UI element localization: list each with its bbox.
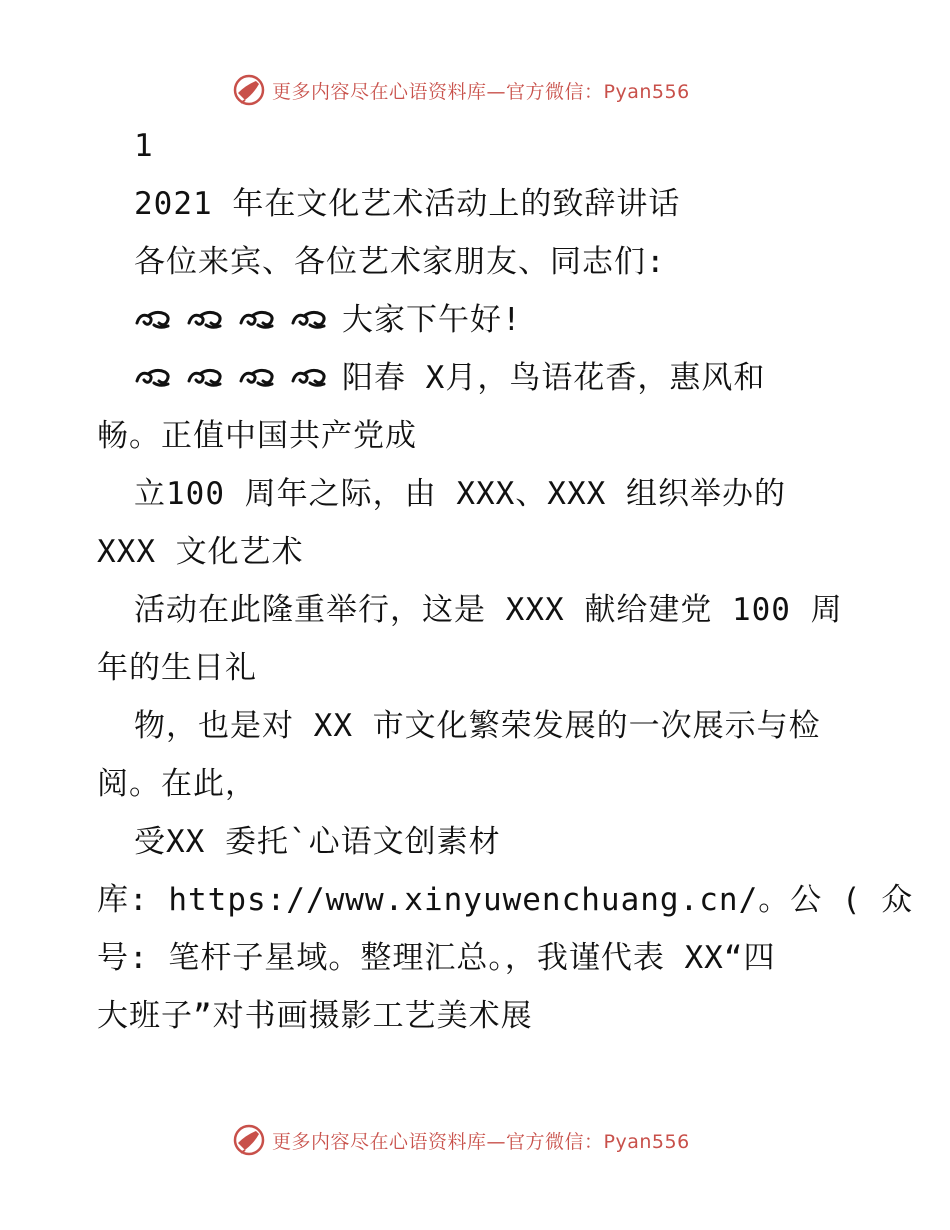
paragraph-line: 立100 周年之际，由 XXX、XXX 组织举办的: [134, 476, 786, 512]
paragraph-line: 大班子”对书画摄影工艺美术展: [97, 998, 533, 1034]
paragraph-line: 阅。在此，: [97, 766, 257, 802]
fleuron-ornament-icon: [134, 307, 172, 333]
paragraph-line: 号: 笔杆子星域。整理汇总。，我谨代表 XX“四: [97, 940, 776, 976]
pen-nib-logo-icon: [232, 73, 266, 107]
watermark-text: 更多内容尽在心语资料库—官方微信：Pyan556: [272, 1130, 690, 1153]
fleuron-ornament-icon: [186, 365, 224, 391]
watermark-text: 更多内容尽在心语资料库—官方微信：Pyan556: [272, 80, 690, 103]
greeting-text: 大家下午好!: [342, 302, 522, 338]
paragraph-line: 年的生日礼: [97, 650, 257, 686]
paragraph-line: XXX 文化艺术: [97, 534, 304, 570]
paragraph-line: 畅。正值中国共产党成: [97, 418, 417, 454]
paragraph-line: [134, 358, 765, 398]
document-title: 2021 年在文化艺术活动上的致辞讲话: [134, 186, 681, 222]
greeting-line: [134, 300, 522, 340]
salutation: 各位来宾、各位艺术家朋友、同志们:: [134, 244, 666, 280]
paragraph-line: 受XX 委托`心语文创素材: [134, 824, 501, 860]
fleuron-ornament-icon: [290, 307, 328, 333]
pen-nib-logo-icon: [232, 1123, 266, 1157]
paragraph-line: 物，也是对 XX 市文化繁荣发展的一次展示与检: [134, 708, 821, 744]
fleuron-ornament-icon: [238, 365, 276, 391]
fleuron-ornament-icon: [186, 307, 224, 333]
paragraph-text: 阳春 X月，鸟语花香，惠风和: [342, 360, 766, 396]
page-number: 1: [134, 128, 154, 164]
fleuron-ornament-icon: [290, 365, 328, 391]
paragraph-line: 库: https://www.xinyuwenchuang.cn/。公 ( 众: [97, 882, 914, 918]
footer-watermark: [232, 1122, 690, 1158]
fleuron-ornament-icon: [238, 307, 276, 333]
paragraph-line: 活动在此隆重举行，这是 XXX 献给建党 100 周: [134, 592, 843, 628]
header-watermark: [232, 72, 690, 108]
fleuron-ornament-icon: [134, 365, 172, 391]
